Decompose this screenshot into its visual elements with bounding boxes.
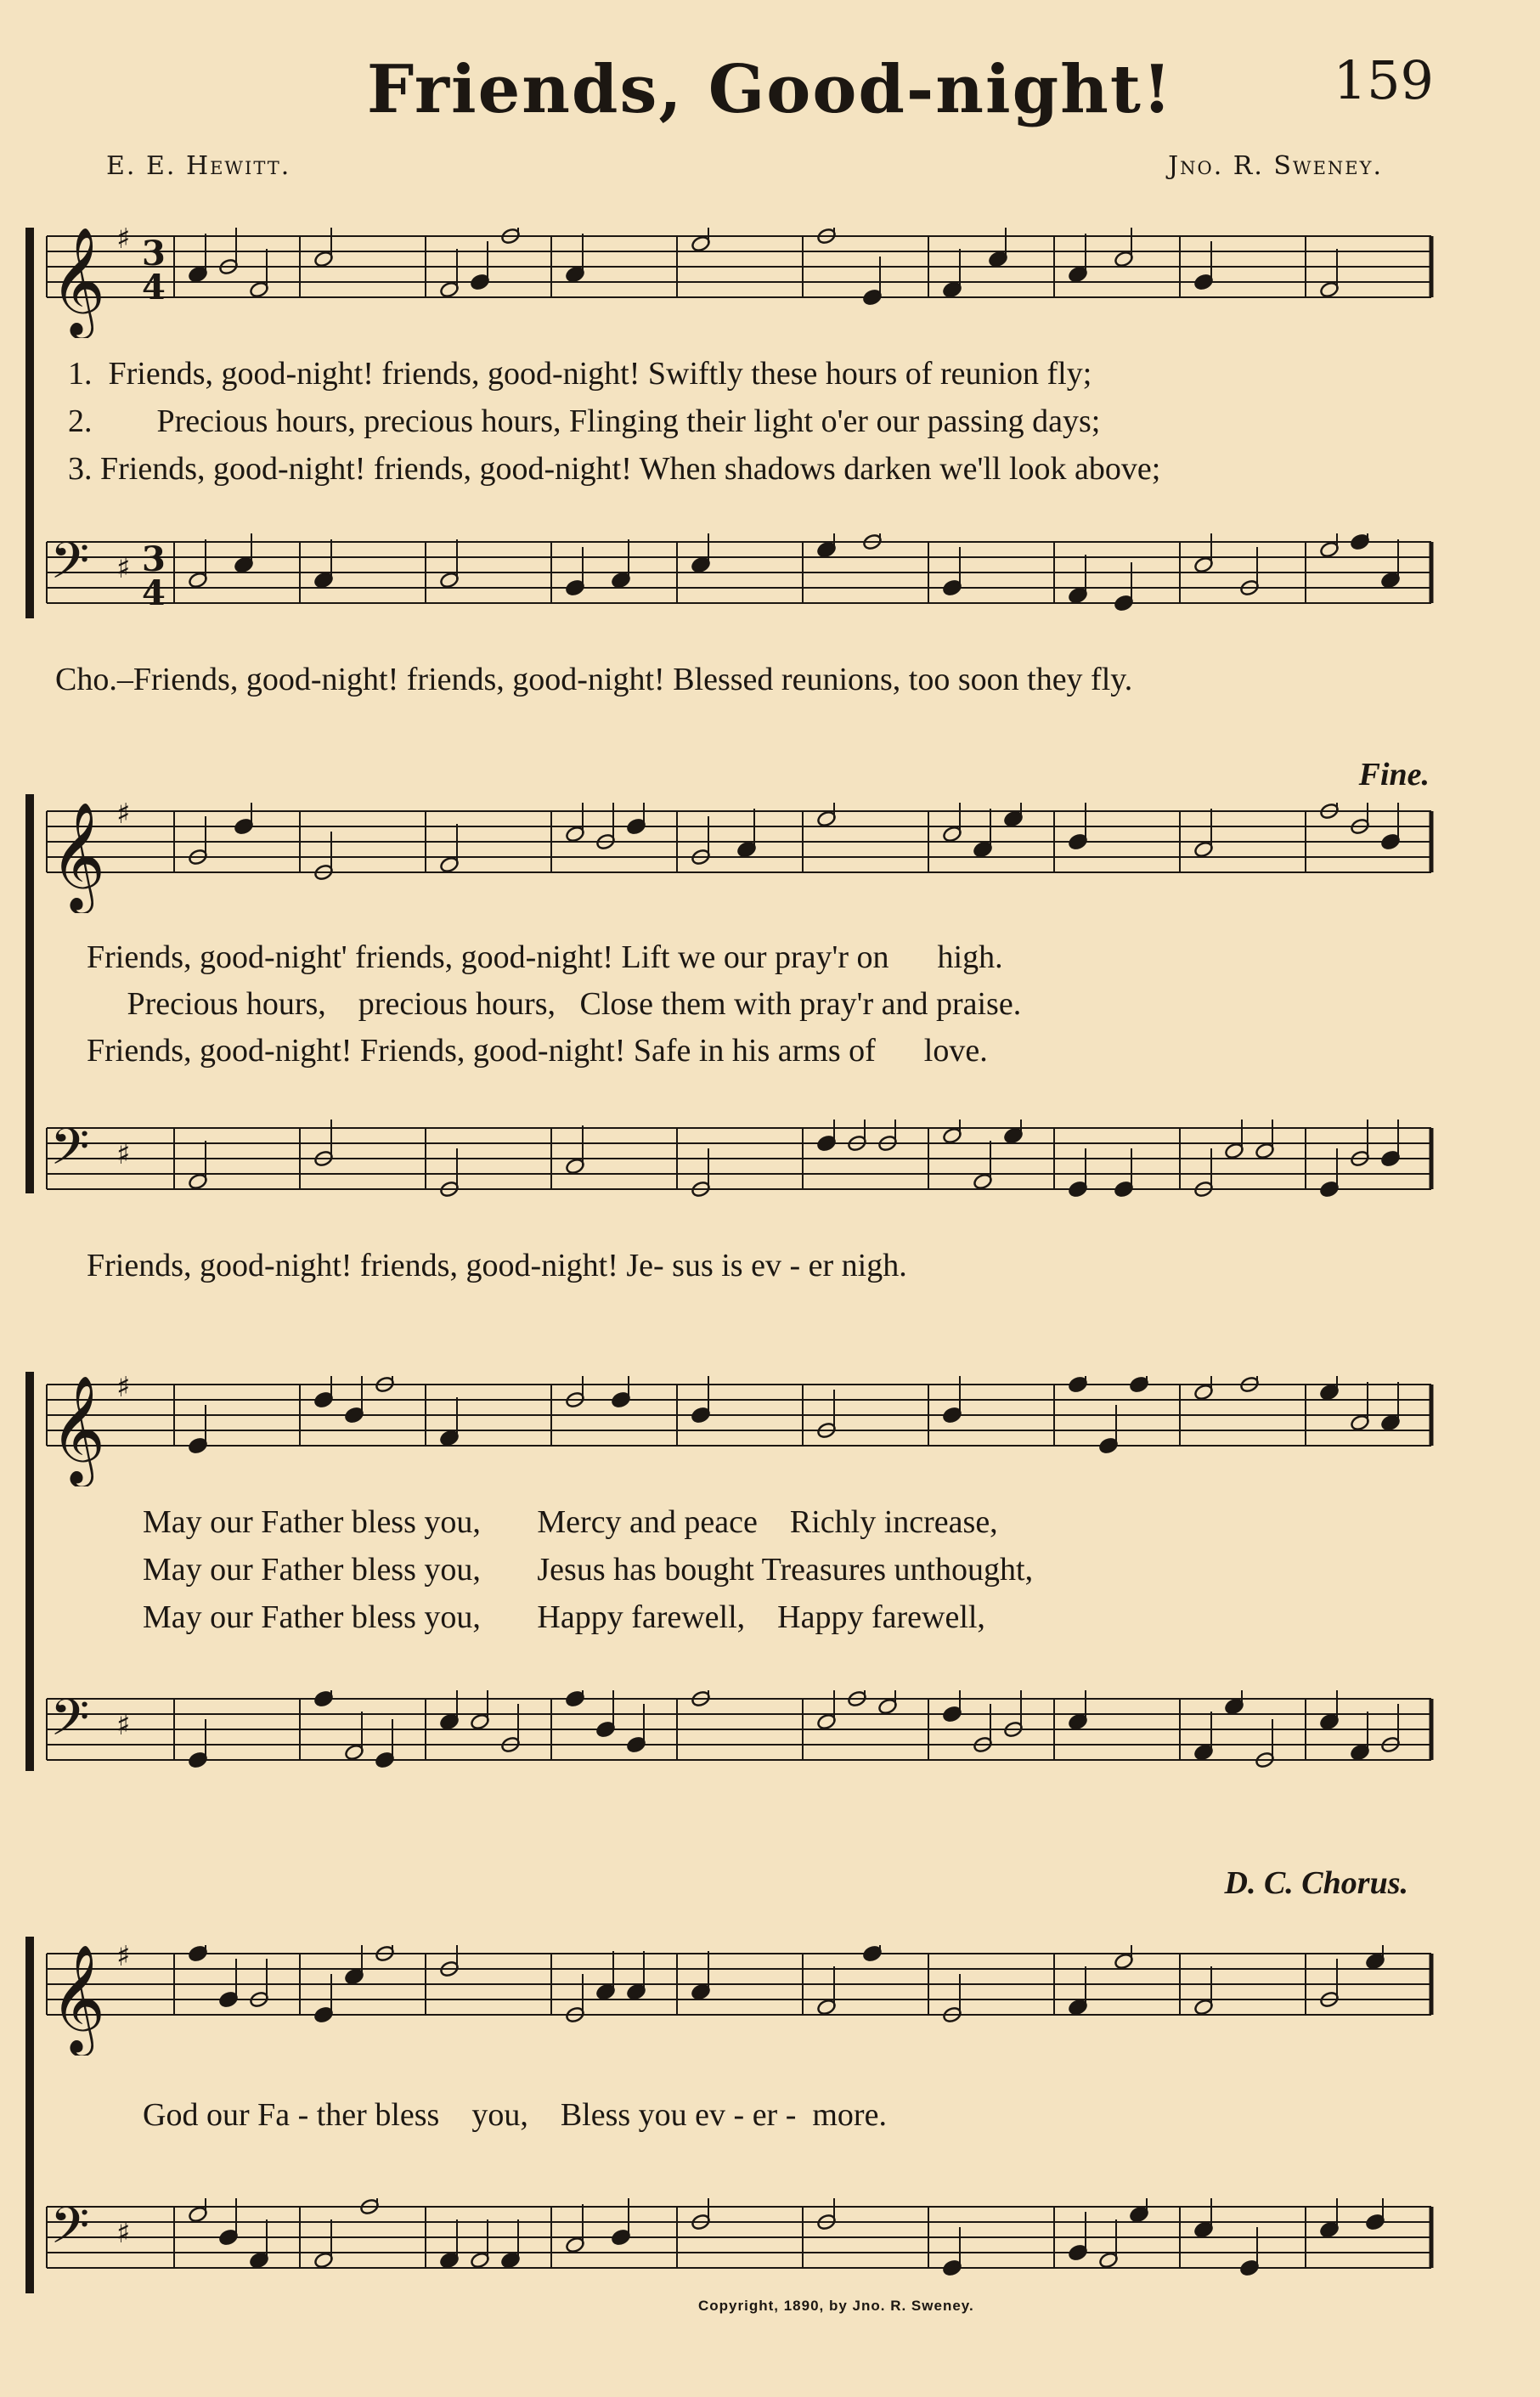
- verse-3-line: 3. Friends, good-night! friends, good-night! When shadows darken we'll look above;: [68, 451, 1161, 487]
- verse-3-line: May our Father bless you, Happy farewell, Happy farewell,: [143, 1599, 985, 1635]
- treble-staff-3: [0, 1376, 1540, 1486]
- bass-staff-4: [0, 2198, 1540, 2309]
- page-title: Friends, Good-night!: [366, 51, 1174, 128]
- svg-text:3: 3: [142, 234, 166, 274]
- chorus-line: Friends, good-night! friends, good-night! Je- sus is ev - er nigh.: [87, 1248, 907, 1283]
- svg-text:♯: ♯: [116, 1137, 131, 1171]
- bass-staff-2: [0, 1120, 1540, 1230]
- bass-staff-1: [0, 533, 1540, 644]
- svg-text:𝄞: 𝄞: [50, 1376, 106, 1483]
- svg-text:♯: ♯: [116, 2216, 131, 2250]
- svg-text:𝄞: 𝄞: [50, 1945, 106, 2052]
- dc-chorus-marking: D. C. Chorus.: [1224, 1865, 1408, 1901]
- svg-text:4: 4: [142, 268, 166, 307]
- chorus-line: Cho.–Friends, good-night! friends, good-night! Blessed reunions, too soon they fly.: [55, 662, 1133, 697]
- svg-text:𝄢: 𝄢: [50, 1690, 90, 1759]
- svg-text:♯: ♯: [116, 228, 131, 256]
- svg-text:3: 3: [142, 539, 166, 579]
- fine-marking: Fine.: [1358, 757, 1430, 792]
- verse-2-line: 2. Precious hours, precious hours, Flinging their light o'er our passing days;: [68, 403, 1101, 439]
- verse-3-line: Friends, good-night! Friends, good-night! Safe in his arms of love.: [87, 1033, 988, 1069]
- copyright-notice: Copyright, 1890, by Jno. R. Sweney.: [698, 2298, 974, 2314]
- treble-staff-2: [0, 803, 1540, 913]
- svg-text:♯: ♯: [116, 803, 131, 831]
- verse-2-line: Precious hours, precious hours, Close them with pray'r and praise.: [87, 986, 1022, 1022]
- bass-staff-3: [0, 1690, 1540, 1801]
- svg-text:♯: ♯: [116, 1945, 131, 1973]
- svg-text:𝄢: 𝄢: [50, 2198, 90, 2267]
- svg-text:♯: ♯: [116, 551, 131, 585]
- svg-text:𝄢: 𝄢: [50, 533, 90, 602]
- verse-line: God our Fa - ther bless you, Bless you ev - er - more.: [143, 2097, 887, 2133]
- page-number: 159: [1333, 49, 1434, 111]
- verse-2-line: May our Father bless you, Jesus has bought Treasures unthought,: [143, 1552, 1034, 1588]
- composer-credit: Jno. R. Sweney.: [1168, 151, 1383, 181]
- lyricist-credit: E. E. Hewitt.: [106, 151, 291, 181]
- treble-staff-4: [0, 1945, 1540, 2056]
- verse-1-line: May our Father bless you, Mercy and peace Richly increase,: [143, 1504, 998, 1540]
- verse-1-line: Friends, good-night' friends, good-night! Lift we our pray'r on high.: [87, 939, 1003, 975]
- svg-text:♯: ♯: [116, 1708, 131, 1742]
- svg-text:♯: ♯: [116, 1376, 131, 1404]
- svg-text:𝄞: 𝄞: [50, 228, 106, 335]
- svg-text:4: 4: [142, 573, 166, 613]
- verse-1-line: 1. Friends, good-night! friends, good-night! Swiftly these hours of reunion fly;: [68, 356, 1092, 392]
- svg-text:𝄢: 𝄢: [50, 1120, 90, 1188]
- treble-staff-1: [0, 228, 1540, 338]
- svg-text:𝄞: 𝄞: [50, 803, 106, 910]
